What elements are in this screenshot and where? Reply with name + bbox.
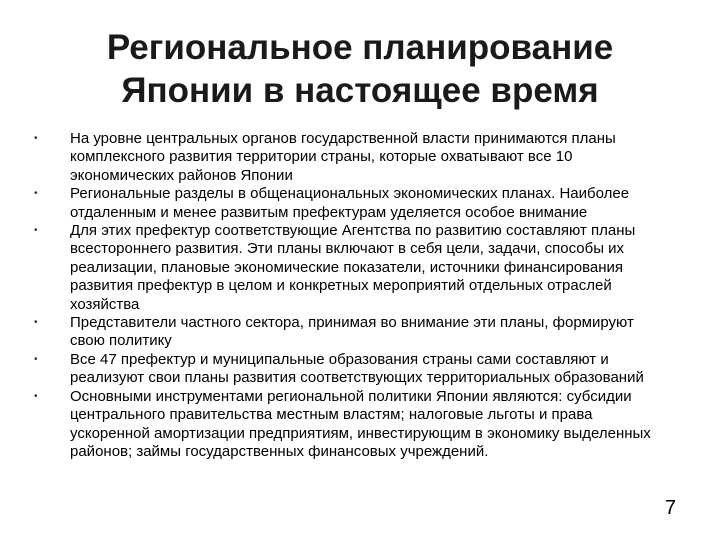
bullet-text: Региональные разделы в общенациональных экономических планах. Наиболее отдаленным и менее развитым префектурам уделяется особое внимание xyxy=(70,185,630,221)
bullet-text: На уровне центральных органов государственной власти принимаются планы комплексного развития территории страны, которые охватывают все 10 экономических районов Японии xyxy=(70,130,616,184)
bullet-item xyxy=(34,314,664,351)
bullet-text: Для этих префектур соответствующие Агентства по развитию составляют планы всестороннего развития. Эти планы включают в себя цели, задачи, способы их реализации, плановые экономические показатели, источники финансирования развития префектур в целом и конкретных мероприятий отдельных отраслей хозяйства xyxy=(70,222,636,313)
bullet-item xyxy=(34,351,664,388)
slide-title: Региональное планирование Японии в настоящее время xyxy=(106,28,614,110)
bullet-icon: • xyxy=(34,225,38,237)
bullet-text: Представители частного сектора, принимая во внимание эти планы, формируют свою политику xyxy=(70,314,634,350)
bullet-list xyxy=(34,130,664,461)
bullet-text: Все 47 префектур и муниципальные образования страны сами составляют и реализуют свои планы развития соответствующих территориальных образований xyxy=(70,350,644,387)
bullet-item xyxy=(34,222,664,314)
bullet-item xyxy=(34,388,664,462)
bullet-icon: • xyxy=(34,317,38,329)
page-number: 7 xyxy=(664,497,676,519)
bullet-text: Основными инструментами региональной политики Японии являются: субсидии центрального правительства местным властям; налоговые льготы и права ускоренной амортизации предприятиям, инвестирующим в экономику выделенных районов; займы государственных финансовых учреждений. xyxy=(70,387,651,460)
bullet-icon: • xyxy=(34,188,38,200)
bullet-icon: • xyxy=(34,133,38,144)
bullet-item xyxy=(34,185,664,222)
bullet-item xyxy=(34,130,664,185)
bullet-icon: • xyxy=(34,390,38,402)
bullet-icon: • xyxy=(34,353,38,365)
